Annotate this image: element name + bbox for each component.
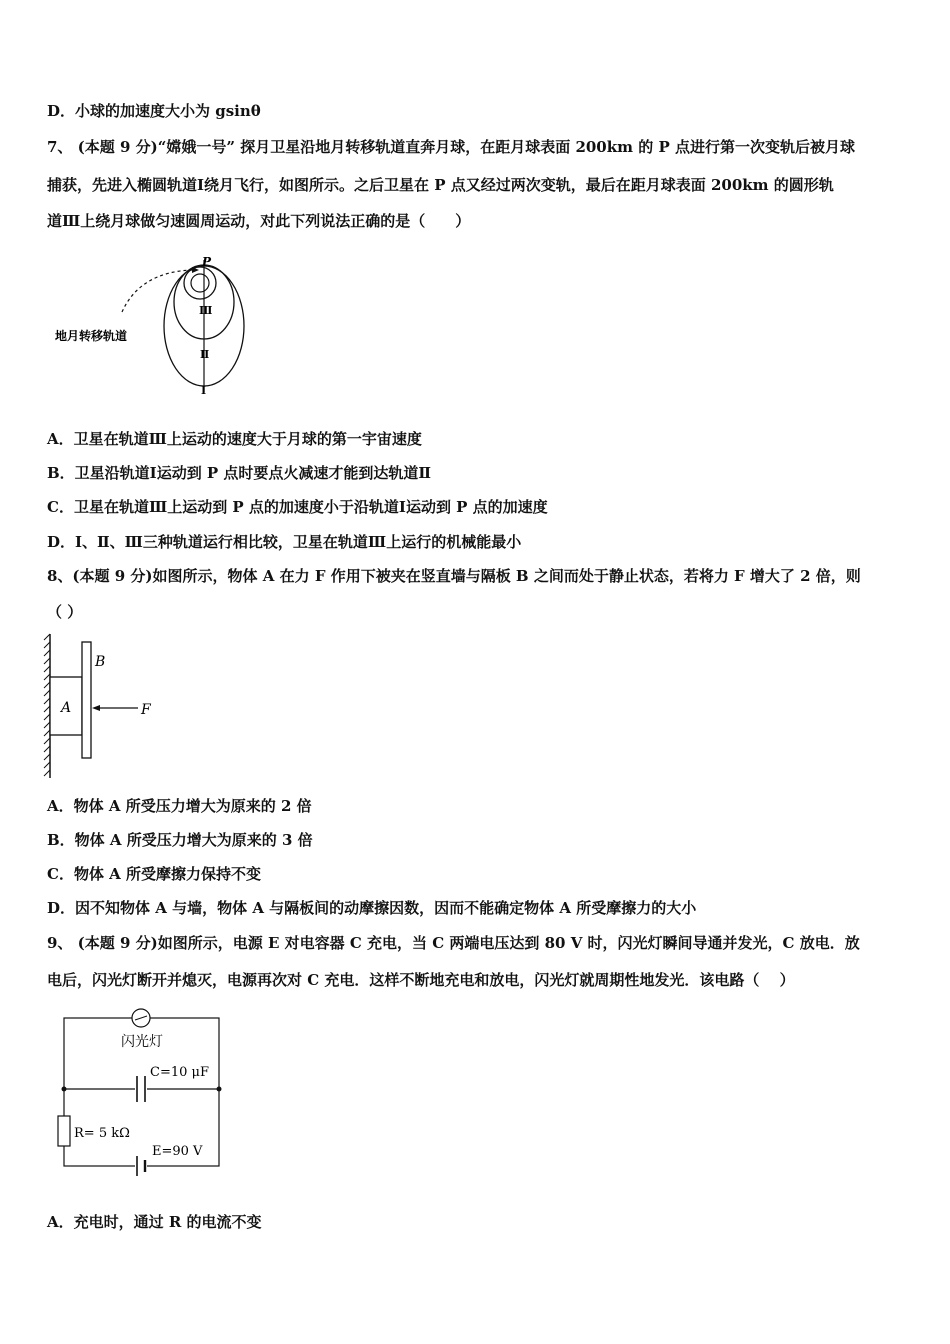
q9-label-e: E=90 V bbox=[152, 1144, 203, 1159]
q8-option-b: B．物体 A 所受压力增大为原来的 3 倍 bbox=[47, 831, 313, 849]
q8-label-f: F bbox=[141, 702, 151, 718]
q9-label-c: C=10 μF bbox=[150, 1065, 209, 1080]
q7-label-p: P bbox=[202, 255, 212, 269]
q9-circuit-figure bbox=[55, 1006, 235, 1181]
q7-option-d: D．Ⅰ、Ⅱ、Ⅲ三种轨道运行相比较，卫星在轨道Ⅲ上运行的机械能最小 bbox=[47, 533, 522, 551]
q7-label-orbit-1: Ⅰ bbox=[201, 384, 207, 397]
q7-option-c: C．卫星在轨道Ⅲ上运动到 P 点的加速度小于沿轨道Ⅰ运动到 P 点的加速度 bbox=[47, 498, 548, 516]
q7-label-transfer: 地月转移轨道 bbox=[55, 329, 128, 343]
q9-label-lamp: 闪光灯 bbox=[121, 1034, 163, 1050]
q7-stem-line-1: 7、 (本题 9 分)“嫦娥一号” 探月卫星沿地月转移轨道直奔月球，在距月球表面 200km 的 P 点进行第一次变轨后被月球 bbox=[47, 138, 855, 156]
q8-board-b bbox=[82, 642, 91, 758]
q8-option-c: C．物体 A 所受摩擦力保持不变 bbox=[47, 865, 262, 883]
q8-label-a: A bbox=[61, 700, 72, 716]
q9-resistor bbox=[58, 1116, 70, 1146]
q9-label-r: R= 5 kΩ bbox=[74, 1126, 130, 1141]
q8-option-a: A．物体 A 所受压力增大为原来的 2 倍 bbox=[47, 797, 312, 815]
q8-stem-line-2: （ ） bbox=[47, 603, 83, 621]
q9-option-a: A．充电时，通过 R 的电流不变 bbox=[47, 1213, 262, 1231]
q8-wall-hatching bbox=[44, 634, 50, 776]
q8-option-d: D．因不知物体 A 与墙，物体 A 与隔板间的动摩擦因数，因而不能确定物体 A 所受摩擦力的大小 bbox=[47, 899, 697, 917]
q9-node-right bbox=[217, 1087, 222, 1092]
q8-force-arrowhead bbox=[92, 705, 100, 711]
q9-node-left bbox=[62, 1087, 67, 1092]
q8-label-b: B bbox=[95, 654, 106, 670]
q7-option-b: B．卫星沿轨道Ⅰ运动到 P 点时要点火减速才能到达轨道Ⅱ bbox=[47, 464, 432, 482]
q6-option-d: D．小球的加速度大小为 gsinθ bbox=[47, 102, 261, 120]
q7-option-a: A．卫星在轨道Ⅲ上运动的速度大于月球的第一宇宙速度 bbox=[47, 430, 422, 448]
q9-stem-line-1: 9、 (本题 9 分)如图所示，电源 E 对电容器 C 充电，当 C 两端电压达到 80 V 时，闪光灯瞬间导通并发光，C 放电．放 bbox=[47, 934, 860, 952]
q7-stem-line-2: 捕获，先进入椭圆轨道Ⅰ绕月飞行，如图所示。之后卫星在 P 点又经过两次变轨，最后在距月球表面 200km 的圆形轨 bbox=[47, 176, 834, 194]
q7-moon bbox=[191, 274, 209, 292]
q7-label-orbit-2: Ⅱ bbox=[200, 348, 210, 361]
q9-stem-line-2: 电后，闪光灯断开并熄灭，电源再次对 C 充电．这样不断地充电和放电，闪光灯就周期性地发光．该电路（ ） bbox=[47, 971, 795, 989]
q8-wall-figure bbox=[40, 632, 170, 782]
q7-stem-line-3: 道Ⅲ上绕月球做匀速圆周运动，对此下列说法正确的是（ ） bbox=[47, 212, 471, 230]
q8-stem-line-1: 8、(本题 9 分)如图所示，物体 A 在力 F 作用下被夹在竖直墙与隔板 B 之间而处于静止状态，若将力 F 增大了 2 倍，则 bbox=[47, 567, 861, 585]
q7-label-orbit-3: Ⅲ bbox=[199, 304, 213, 317]
q7-orbit-figure bbox=[52, 250, 252, 400]
q7-orbit-3 bbox=[184, 267, 216, 299]
